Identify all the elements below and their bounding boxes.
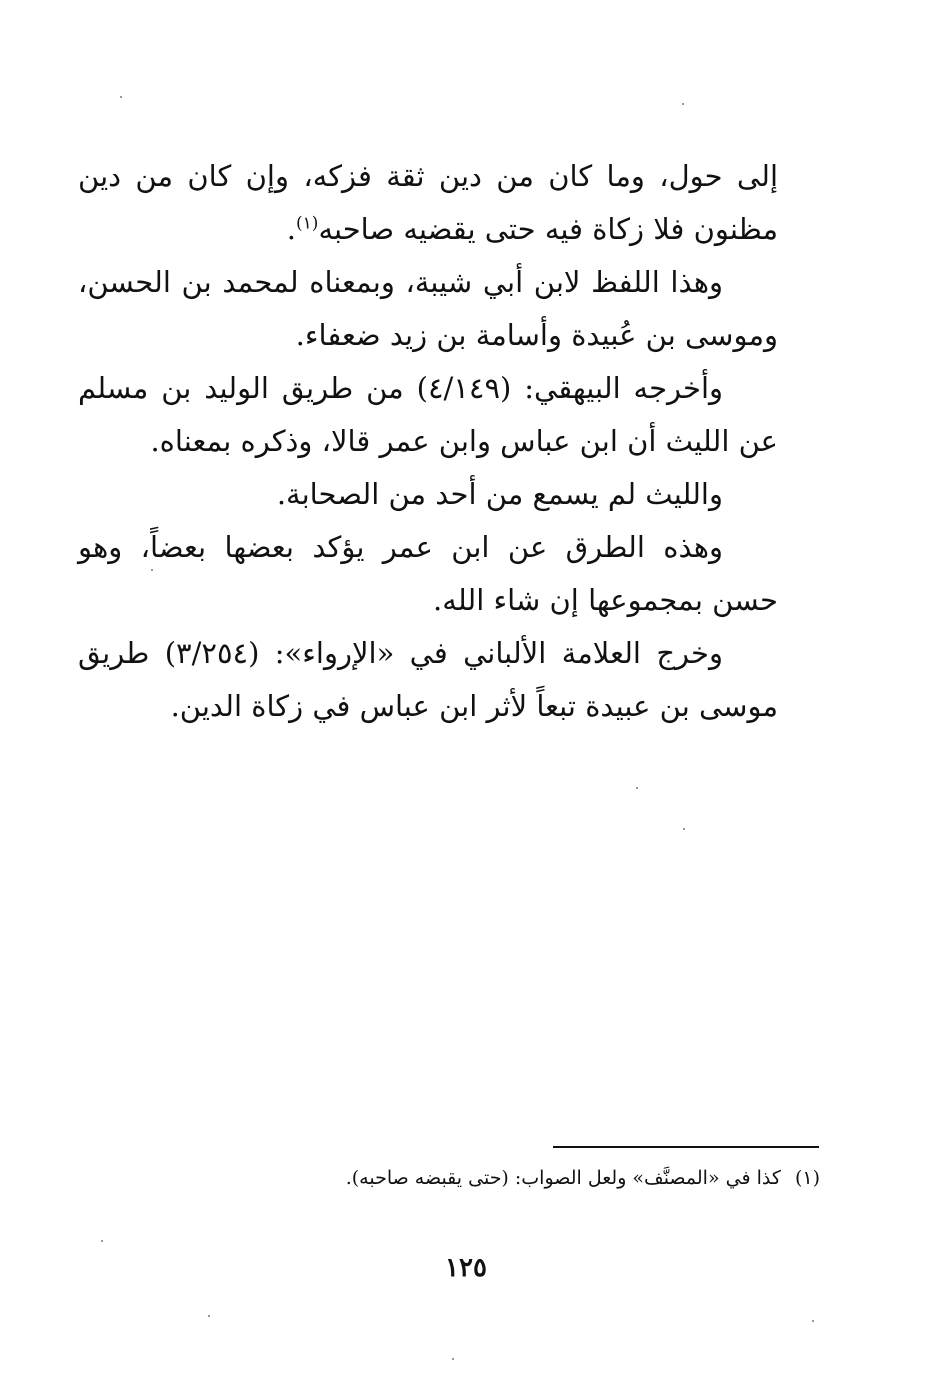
main-text-block [78,150,778,733]
scan-speck [101,1240,103,1242]
page-number: ١٢٥ [445,1253,487,1283]
scan-speck [120,96,122,98]
footnote-text: كذا في «المصنَّف» ولعل الصواب: (حتى يقبضه صاحبه). [345,1167,781,1189]
scan-speck [683,828,685,830]
paragraph-1 [78,150,778,256]
paragraph-1-text: إلى حول، وما كان من دين ثقة فزكه، وإن كان من دين مظنون فلا زكاة فيه حتى يقضيه صاحبه [78,159,778,246]
scan-speck [812,1320,814,1322]
scan-speck [452,1358,454,1360]
paragraph-4: والليث لم يسمع من أحد من الصحابة. [276,477,723,511]
paragraph-6: وخرج العلامة الألباني في «الإرواء»: (٣/٢٥٤) طريق موسى بن عبيدة تبعاً لأثر ابن عباس في زكاة الدين. [78,636,778,723]
scan-speck [151,569,153,571]
footnote-reference: (١) [296,213,319,234]
footnote-divider [553,1146,819,1148]
scan-speck [208,1315,210,1317]
footnote [200,1163,820,1193]
paragraph-2: وهذا اللفظ لابن أبي شيبة، وبمعناه لمحمد بن الحسن، وموسى بن عُبيدة وأسامة بن زيد ضعفاء. [78,265,778,352]
paragraph-3: وأخرجه البيهقي: (٤/١٤٩) من طريق الوليد بن مسلم عن الليث أن ابن عباس وابن عمر قالا، وذكره بمعناه. [78,371,778,458]
paragraph-1-tail: . [286,212,297,246]
paragraph-5: وهذه الطرق عن ابن عمر يؤكد بعضها بعضاً، وهو حسن بمجموعها إن شاء الله. [78,530,778,617]
scan-speck [682,103,684,105]
footnote-number: (١) [794,1167,820,1189]
scan-speck [636,787,638,789]
